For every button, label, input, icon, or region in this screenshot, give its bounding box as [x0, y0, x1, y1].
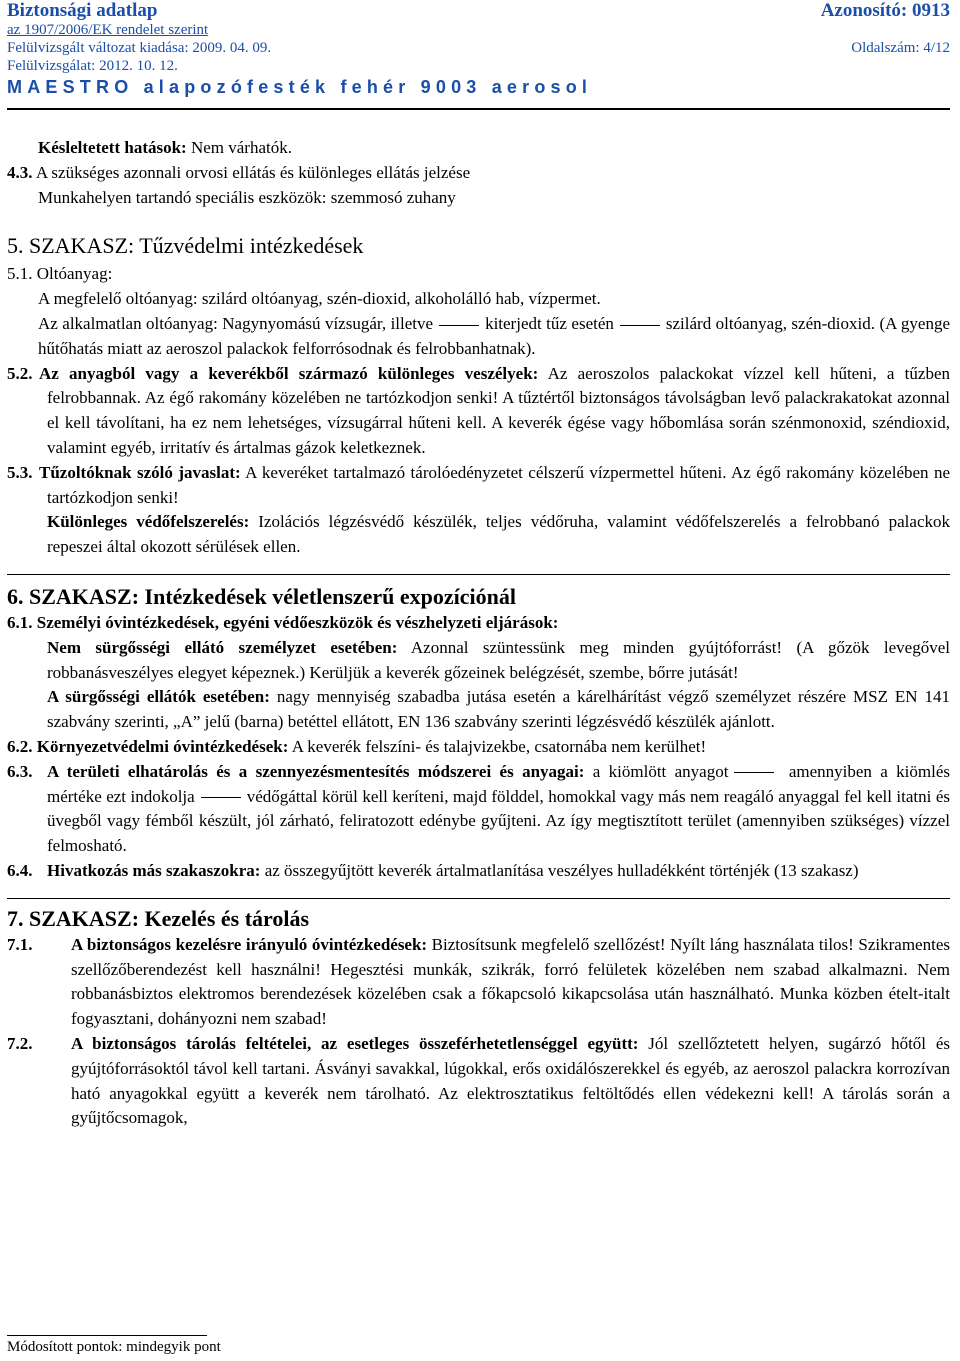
product-name: MAESTRO alapozófesték fehér 9003 aerosol: [7, 77, 593, 97]
em-dash: [734, 772, 774, 773]
regulation-link[interactable]: az 1907/2006/EK rendelet szerint: [7, 22, 209, 38]
subsection-7-2: 7.2. A biztonságos tárolás feltételei, az esetleges összeférhetetlenséggel együtt: Jól szellőztetett helyen, sugárzó hőtől és gyújtóforrásoktól távol kell tartani. Ásványi savakkal, lúgokkal, erős oxidálószerekkel és egyéb, az aeroszol palackra korrozívan ható anyagokkal együtt a keverék nem tárolható. Az elektrosztatikus feltöltődés ellen védekezni kell! A tárolás során a gyűjtőcsomagok,: [7, 1033, 951, 1128]
emergency-responders: A sürgősségi ellátók esetében: nagy mennyiség szabadba jutása esetén a kárelhárítást végző személyzet részére MSZ EN 141 szabvány szerinti, „A” jelű (barna) betéttel ellátott, EN 136 szabvány szerinti légzésvédő készülék ajánlott.: [47, 687, 950, 732]
page-number: Oldalszám: 4/12: [851, 40, 950, 56]
unsuitable-extinguishing: Az alkalmatlan oltóanyag: Nagynyomású vízsugár, illetve kiterjedt tűz esetén szilárd oltóanyag, szén-dioxid. (A gyenge hűtőhatás miatt az aeroszol palackok felforrósodnak és felrobbanhatnak).: [38, 313, 950, 358]
subsection-6-1: 6.1. Személyi óvintézkedések, egyéni védőeszközök és vészhelyzeti eljárások:: [7, 612, 559, 632]
subsection-5-3: 5.3. Tűzoltóknak szóló javaslat: A keveréket tartalmazó tárolóedényzetet célszerű vízpermettel hűteni. Az égő rakomány közelében ne tartózkodjon senki!: [7, 462, 951, 507]
subsection-6-4: 6.4. Hivatkozás más szakaszokra: az összegyűjtött keverék ártalmatlanítása veszélyes hulladékként történjék (13 szakasz): [7, 860, 859, 880]
document-title: Biztonsági adatlap: [7, 0, 158, 21]
footer-note: Módosított pontok: mindegyik pont: [7, 1339, 221, 1355]
special-protective-equipment: Különleges védőfelszerelés: Izolációs légzésvédő készülék, teljes védőruha, valamint védőfelszerelés a felrobbanó palackok repeszei által okozott sérülések ellen.: [47, 512, 950, 557]
revision-issue: Felülvizsgált változat kiadása: 2009. 04. 09.: [7, 40, 272, 56]
revision-date: Felülvizsgálat: 2012. 10. 12.: [7, 58, 178, 74]
page-header: [7, 0, 950, 99]
subsection-5-1: 5.1. Oltóanyag:: [7, 264, 113, 284]
workplace-equipment: Munkahelyen tartandó speciális eszközök: szemmosó zuhany: [38, 187, 456, 207]
non-emergency-personnel: Nem sürgősségi ellátó személyzet esetében: Azonnal szüntessünk meg minden gyújtóforrást! (A gőzök levegővel robbanásveszélyes elegyet képeznek.) Kerüljük a keverék gőzeinek belégzését, szembe, bőrre jutását!: [47, 637, 950, 682]
section-6-title: 6. SZAKASZ: Intézkedések véletlenszerű expozíciónál: [7, 583, 517, 609]
delayed-effects: Késleltetett hatások: Nem várhatók.: [38, 138, 292, 157]
subsection-6-3: 6.3. A területi elhatárolás és a szennyezésmentesítés módszerei és anyagai: a kiömlött anyagot amennyiben a kiömlés mértéke ezt indokolja védőgáttal körül kell keríteni, majd földdel, homokkal vagy más nem reagáló anyaggal fel kell itatni és üvegből vagy fémből készült, jól zárható, feliratozott edénybe gyűjteni. Az így megtisztított terület (amennyiben szükséges) vízzel felmosható.: [7, 761, 950, 856]
section-7-title: 7. SZAKASZ: Kezelés és tárolás: [7, 905, 310, 931]
suitable-extinguishing: A megfelelő oltóanyag: szilárd oltóanyag, szén-dioxid, alkoholálló hab, vízpermet.: [38, 289, 601, 309]
subsection-5-2: 5.2. Az anyagból vagy a keverékből származó különleges veszélyek: Az aeroszolos palackokat vízzel kell hűteni, a tűzben felrobbannak. Az égő rakomány közelében ne tartózkodjon senki! A tűztértől biztonságos távolságban levő palackrakatokat azonnal el kell távolítani, ha ez nem lehetséges, vízsugárral hűteni kell. A keverék égése vagy hőbomlása során szénmonoxid, széndioxid, valamint egyéb, irritatív és ártalmas gázok keletkeznek.: [7, 363, 950, 457]
subsection-7-1: 7.1. A biztonságos kezelésre irányuló óvintézkedések: Biztosítsunk megfelelő szellőzést! Nyílt láng használata tilos! Szikramentes szellőzőberendezést kell használni! Hegesztési munkák, szikrák, forró felületek közelében nem szabad alkalmazni. Nem robbanásbiztos elektromos berendezések közelében csak a főkapcsoló kikapcsolása után használható. Munka közben ételt-italt fogyasztani, dohányozni nem szabad!: [7, 934, 950, 1029]
document-body: [7, 136, 950, 1131]
header-divider: [7, 108, 950, 110]
subsection-4-3: 4.3. A szükséges azonnali orvosi ellátás és különleges ellátás jelzése: [7, 162, 471, 182]
em-dash: [620, 325, 660, 326]
em-dash: [439, 325, 479, 326]
footer-divider: [7, 1335, 207, 1336]
em-dash: [201, 797, 241, 798]
section-5-title: 5. SZAKASZ: Tűzvédelmi intézkedések: [7, 233, 364, 259]
subsection-6-2: 6.2. Környezetvédelmi óvintézkedések: A keverék felszíni- és talajvizekbe, csatornába nem kerülhet!: [7, 736, 707, 756]
document-id: Azonosító: 0913: [820, 0, 950, 21]
